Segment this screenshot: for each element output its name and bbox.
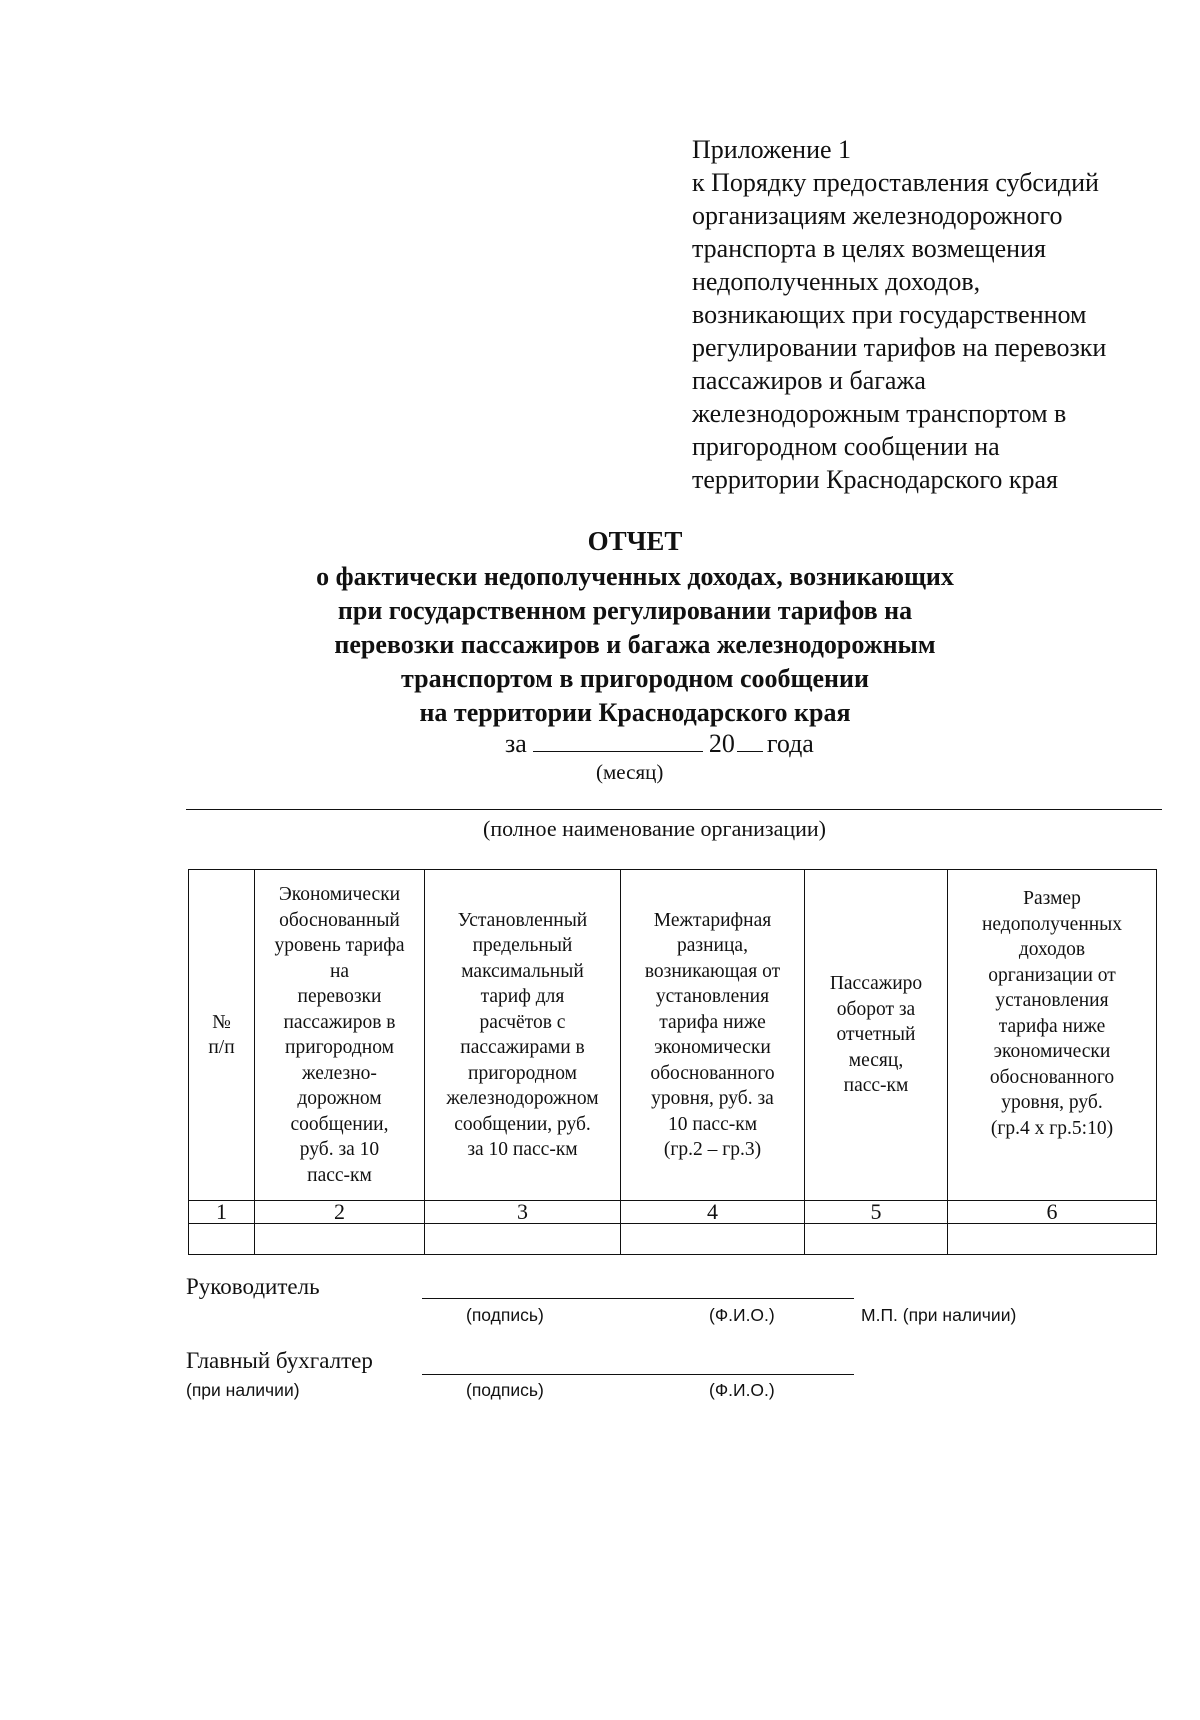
- appendix-line: организациям железнодорожного: [692, 201, 1063, 230]
- period-suffix: года: [766, 729, 814, 758]
- report-table: [188, 869, 1157, 1255]
- table-header-row: [189, 870, 1157, 1201]
- report-subtitle-line: перевозки пассажиров и багажа железнодорожным: [334, 630, 936, 659]
- appendix-line: железнодорожным транспортом в: [692, 399, 1067, 428]
- header-cell-number: № п/п: [189, 870, 255, 1201]
- period-prefix: за: [505, 729, 527, 758]
- stamp-caption: М.П. (при наличии): [861, 1305, 1017, 1325]
- appendix-line: пригородном сообщении на: [692, 432, 1000, 461]
- head-label: Руководитель: [186, 1274, 320, 1299]
- column-number: 6: [948, 1201, 1157, 1224]
- appendix-line: транспорта в целях возмещения: [692, 234, 1046, 263]
- appendix-line: недополученных доходов,: [692, 267, 981, 296]
- table-cell[interactable]: [621, 1224, 805, 1255]
- table-cell[interactable]: [425, 1224, 621, 1255]
- column-number: 4: [621, 1201, 805, 1224]
- accountant-label: Главный бухгалтер: [186, 1348, 373, 1373]
- header-cell-tariff-difference: Межтарифная разница, возникающая от установления тарифа ниже экономически обоснованного уровня, руб. за 10 пасс-км (гр.2 – гр.3): [621, 870, 805, 1201]
- report-subtitle-line: о фактически недополученных доходах, возникающих: [316, 562, 954, 591]
- appendix-block: [692, 133, 1172, 496]
- appendix-line: регулировании тарифов на перевозки: [692, 333, 1107, 362]
- report-title: ОТЧЕТ: [587, 526, 683, 556]
- accountant-signature-line[interactable]: [422, 1374, 854, 1375]
- report-title-block: [0, 524, 1200, 730]
- column-number: 3: [425, 1201, 621, 1224]
- header-cell-lost-income: Размер недополученных доходов организации от установления тарифа ниже экономически обоснованного уровня, руб. (гр.4 х гр.5:10): [948, 870, 1157, 1201]
- column-number: 2: [255, 1201, 425, 1224]
- organization-caption: (полное наименование организации): [483, 816, 826, 841]
- table-cell[interactable]: [948, 1224, 1157, 1255]
- header-cell-passenger-turnover: Пассажиро оборот за отчетный месяц, пасс-км: [805, 870, 948, 1201]
- head-signature-caption: (подпись): [466, 1305, 544, 1325]
- table-row: [189, 1224, 1157, 1255]
- accountant-note: (при наличии): [186, 1380, 300, 1400]
- organization-name-field[interactable]: [186, 809, 1162, 810]
- month-caption: (месяц): [596, 760, 664, 784]
- column-number: 1: [189, 1201, 255, 1224]
- appendix-line: пассажиров и багажа: [692, 366, 926, 395]
- appendix-line: к Порядку предоставления субсидий: [692, 168, 1099, 197]
- table-column-number-row: [189, 1201, 1157, 1224]
- report-subtitle-line: при государственном регулировании тарифов на: [337, 596, 913, 625]
- header-cell-economic-tariff: Экономически обоснованный уровень тарифа на перевозки пассажиров в пригородном железно- дорожном сообщении, руб. за 10 пасс-км: [255, 870, 425, 1201]
- appendix-line: территории Краснодарского края: [692, 465, 1059, 494]
- report-period: [505, 729, 814, 759]
- header-cell-max-tariff: Установленный предельный максимальный тариф для расчётов с пассажирами в пригородном железнодорожном сообщении, руб. за 10 пасс-км: [425, 870, 621, 1201]
- table-cell[interactable]: [189, 1224, 255, 1255]
- appendix-line: возникающих при государственном: [692, 300, 1087, 329]
- table-cell[interactable]: [805, 1224, 948, 1255]
- accountant-signature-caption: (подпись): [466, 1380, 544, 1400]
- table-cell[interactable]: [255, 1224, 425, 1255]
- appendix-line: Приложение 1: [692, 135, 852, 164]
- head-signature-line[interactable]: [422, 1298, 854, 1299]
- head-name-caption: (Ф.И.О.): [709, 1305, 775, 1325]
- accountant-name-caption: (Ф.И.О.): [709, 1380, 775, 1400]
- period-year-prefix: 20: [708, 729, 735, 758]
- month-blank-field[interactable]: [533, 729, 703, 752]
- year-blank-field[interactable]: [737, 729, 763, 752]
- report-subtitle-line: транспортом в пригородном сообщении: [401, 664, 869, 693]
- column-number: 5: [805, 1201, 948, 1224]
- report-subtitle-line: на территории Краснодарского края: [419, 698, 851, 727]
